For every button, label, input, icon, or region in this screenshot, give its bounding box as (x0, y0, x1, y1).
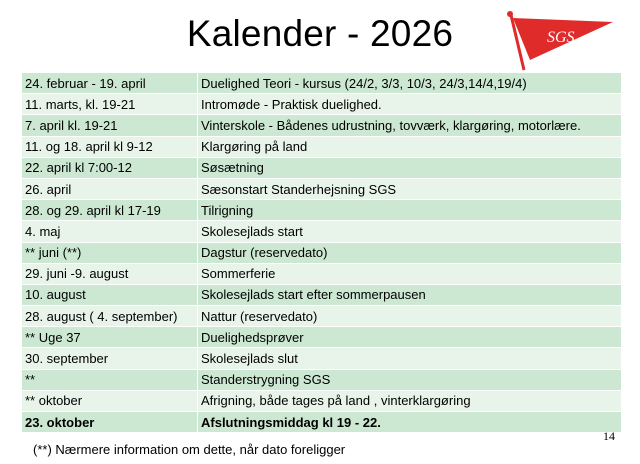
row-event: Vinterskole - Bådenes udrustning, tovværk, klargøring, motorlære. (198, 115, 622, 136)
row-date: 7. april kl. 19-21 (22, 115, 198, 136)
row-event: Tilrigning (198, 200, 622, 221)
row-event: Standerstrygning SGS (198, 369, 622, 390)
page-title: Kalender - 2026 (186, 13, 454, 54)
logo-text: SGS (547, 29, 575, 46)
row-event: Nattur (reservedato) (198, 306, 622, 327)
row-event: Skolesejlads slut (198, 348, 622, 369)
table-row (22, 94, 622, 115)
row-date: 24. februar - 19. april (22, 73, 198, 94)
row-event: Afrigning, både tages på land , vinterklargøring (198, 390, 622, 411)
row-date: 10. august (22, 284, 198, 305)
row-date: 29. juni -9. august (22, 263, 198, 284)
row-date: 4. maj (22, 221, 198, 242)
table-row (22, 73, 622, 94)
row-event: Søsætning (198, 157, 622, 178)
row-date: 26. april (22, 178, 198, 199)
table-row (22, 178, 622, 199)
row-event: Duelighed Teori - kursus (24/2, 3/3, 10/3, 24/3,14/4,19/4) (198, 73, 622, 94)
row-date: ** Uge 37 (22, 327, 198, 348)
row-event: Skolesejlads start efter sommerpausen (198, 284, 622, 305)
table-row (22, 412, 622, 433)
table-row (22, 221, 622, 242)
row-event: Afslutningsmiddag kl 19 - 22. (198, 412, 622, 433)
table-row (22, 115, 622, 136)
row-date: ** (22, 369, 198, 390)
row-event: Skolesejlads start (198, 221, 622, 242)
page-number: 14 (603, 429, 615, 443)
row-date: ** oktober (22, 390, 198, 411)
table-row (22, 136, 622, 157)
row-event: Dagstur (reservedato) (198, 242, 622, 263)
table-row (22, 390, 622, 411)
row-date: 28. august ( 4. september) (22, 306, 198, 327)
row-event: Klargøring på land (198, 136, 622, 157)
row-date: 23. oktober (22, 412, 198, 433)
table-row (22, 263, 622, 284)
table-row (22, 200, 622, 221)
row-date: 11. marts, kl. 19-21 (22, 94, 198, 115)
row-event: Intromøde - Praktisk duelighed. (198, 94, 622, 115)
row-event: Sommerferie (198, 263, 622, 284)
row-date: 22. april kl 7:00-12 (22, 157, 198, 178)
row-event: Sæsonstart Standerhejsning SGS (198, 178, 622, 199)
table-row (22, 369, 622, 390)
calendar-table (21, 72, 622, 433)
table-row (22, 284, 622, 305)
table-row (22, 327, 622, 348)
row-date: 11. og 18. april kl 9-12 (22, 136, 198, 157)
row-date: 28. og 29. april kl 17-19 (22, 200, 198, 221)
sgs-logo (497, 6, 617, 72)
footnote: (**) Nærmere information om dette, når dato foreligger (33, 442, 346, 457)
row-date: 30. september (22, 348, 198, 369)
row-event: Duelighedsprøver (198, 327, 622, 348)
table-row (22, 348, 622, 369)
table-row (22, 157, 622, 178)
table-row (22, 242, 622, 263)
table-row (22, 306, 622, 327)
row-date: ** juni (**) (22, 242, 198, 263)
